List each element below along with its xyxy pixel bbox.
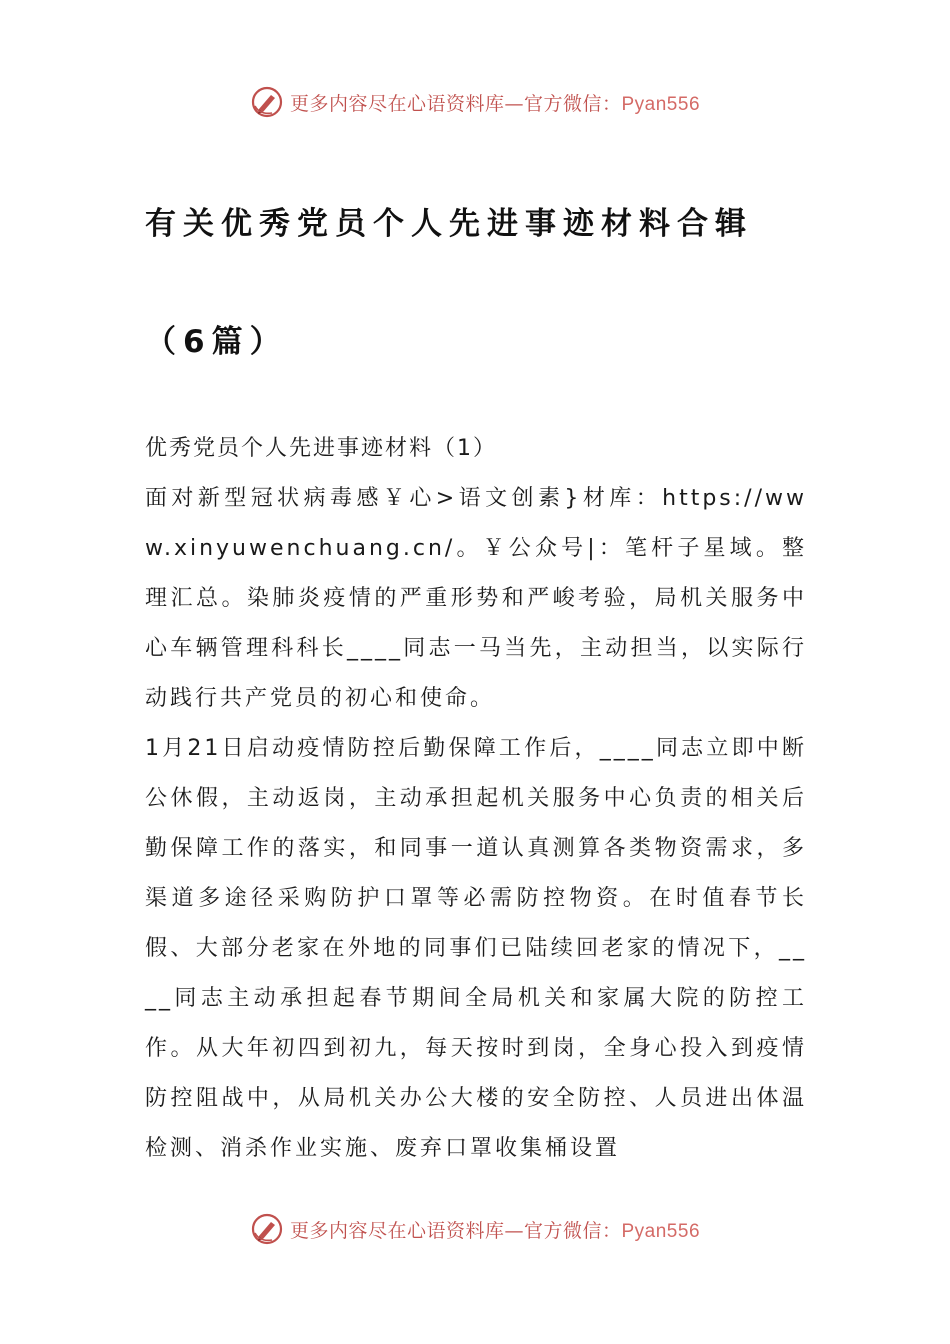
banner-text: 更多内容尽在心语资料库—官方微信：Pyan556	[289, 92, 701, 115]
paragraph-1: 面对新型冠状病毒感￥心>语文创素}材库：https://www.xinyuwenchuang.cn/。￥公众号|：笔杆子星域。整理汇总。染肺炎疫情的严重形势和严峻考验，局机关服务中心车辆管理科科长____同志一马当先，主动担当，以实际行动践行共产党员的初心和使命。	[145, 486, 807, 711]
document-title: 有关优秀党员个人先进事迹材料合辑（6篇）	[145, 206, 753, 360]
wechat-account: Pyan556	[621, 93, 701, 115]
footer-wechat-account: Pyan556	[621, 1220, 701, 1242]
document-body	[145, 424, 807, 1174]
pen-circle-icon	[250, 1212, 284, 1246]
paragraph-2: 1月21日启动疫情防控后勤保障工作后，____同志立即中断公休假，主动返岗，主动承担起机关服务中心负责的相关后勤保障工作的落实，和同事一道认真测算各类物资需求，多渠道多途径采购防护口罩等必需防控物资。在时值春节长假、大部分老家在外地的同事们已陆续回老家的情况下，____同志主动承担起春节期间全局机关和家属大院的防控工作。从大年初四到初九，每天按时到岗，全身心投入到疫情防控阻战中，从局机关办公大楼的安全防控、人员进出体温检测、消杀作业实施、废弃口罩收集桶设置	[145, 736, 807, 1161]
footer-banner	[0, 1207, 950, 1251]
footer-banner-text: 更多内容尽在心语资料库—官方微信：Pyan556	[289, 1219, 701, 1242]
header-banner	[0, 80, 950, 124]
section-title: 优秀党员个人先进事迹材料（1）	[145, 436, 497, 461]
pen-circle-icon	[250, 85, 284, 119]
